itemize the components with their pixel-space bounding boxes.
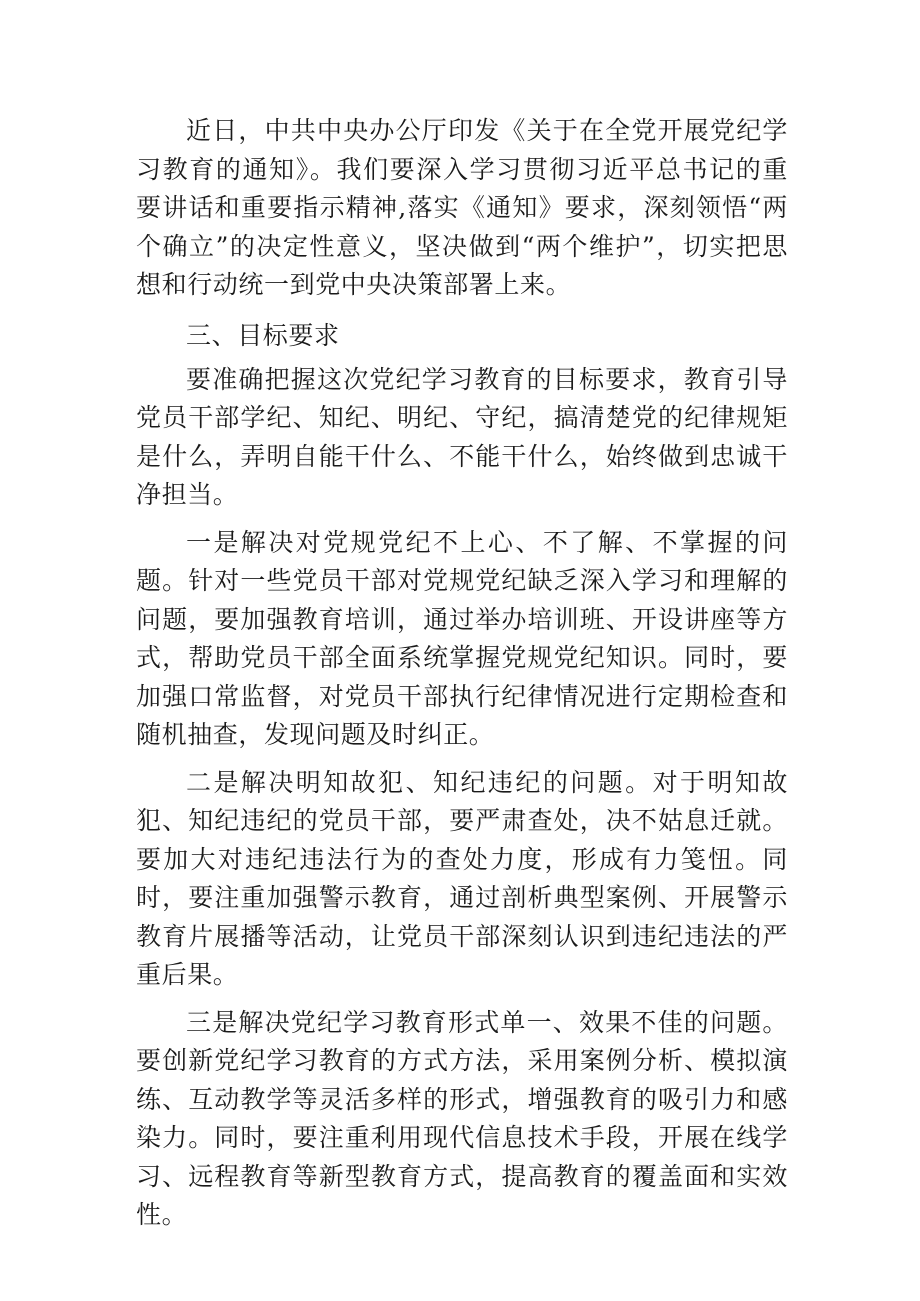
section-heading: 三、目标要求 [186, 320, 340, 350]
document-body [136, 112, 788, 1244]
paragraph-point-two: 二是解决明知故犯、知纪违纪的问题。对于明知故犯、知纪违纪的党员干部，要严肃查处，决不姑息迁就。要加大对违纪违法行为的查处力度，形成有力笺忸。同时，要注重加强警示教育，通过剖析典型案例、开展警示教育片展播等活动，让党员干部深刻认识到违纪违法的严重后果。 [136, 767, 788, 989]
paragraph-goals: 要准确把握这次党纪学习教育的目标要求，教育引导党员干部学纪、知纪、明纪、守纪，搞清楚党的纪律规矩是什么，弄明自能干什么、不能干什么，始终做到忠诚干净担当。 [136, 364, 788, 509]
paragraph-point-three: 三是解决党纪学习教育形式单一、效果不佳的问题。要创新党纪学习教育的方式方法，采用案例分析、模拟演练、互动教学等灵活多样的形式，增强教育的吸引力和感染力。同时，要注重利用现代信息技术手段，开展在线学习、远程教育等新型教育方式，提高教育的覆盖面和实效性。 [136, 1007, 788, 1229]
paragraph-intro: 近日，中共中央办公厅印发《关于在全党开展党纪学习教育的通知》。我们要深入学习贯彻习近平总书记的重要讲话和重要指示精神,落实《通知》要求，深刻领悟“两个确立”的决定性意义，坚决做到“两个维护”，切实把思想和行动统一到党中央决策部署上来。 [136, 116, 788, 299]
paragraph-point-one: 一是解决对党规党纪不上心、不了解、不掌握的问题。针对一些党员干部对党规党纪缺乏深入学习和理解的问题，要加强教育培训，通过举办培训班、开设讲座等方式，帮助党员干部全面系统掌握党规党纪知识。同时，要加强口常监督，对党员干部执行纪律情况进行定期检查和随机抽查，发现问题及时纠正。 [136, 527, 788, 749]
